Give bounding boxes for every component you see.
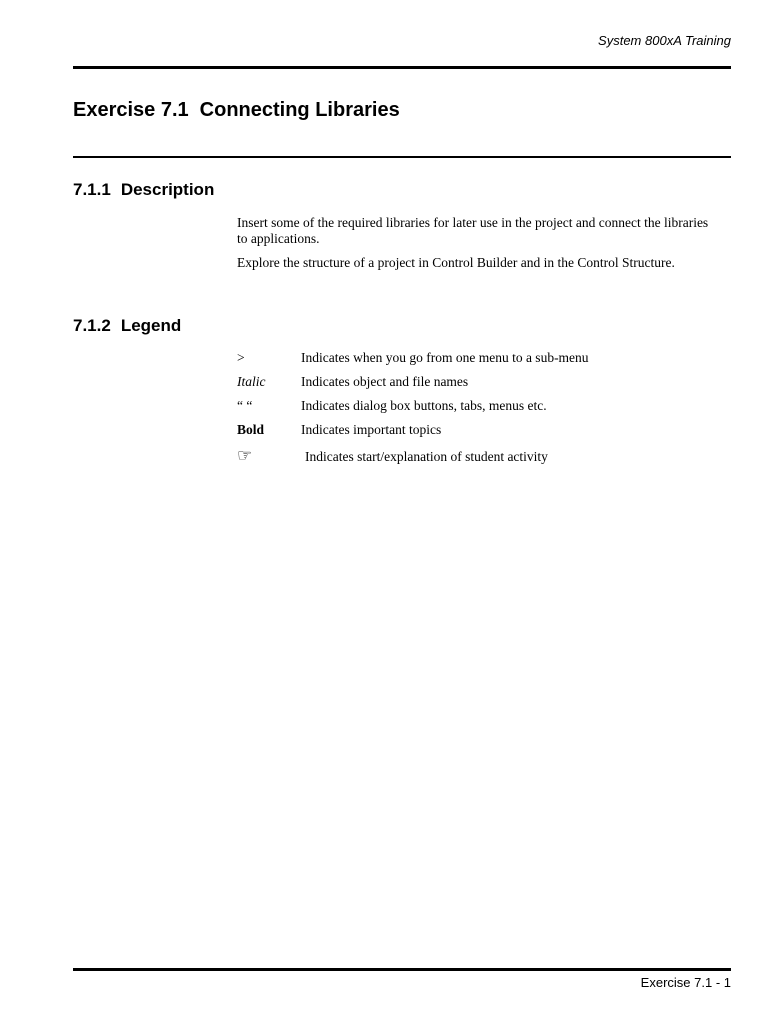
legend-table [237,350,717,470]
description-title: Description [120,180,215,199]
footer-rule [73,968,731,971]
legend-number: 7.1.2 [73,316,111,335]
exercise-number: Exercise 7.1 [73,99,189,121]
header-rule [73,66,731,69]
legend-description: Indicates when you go from one menu to a sub-menu [301,350,589,365]
legend-symbol-bold: Bold [237,422,265,437]
legend-description: Indicates dialog box buttons, tabs, menus etc. [301,398,547,413]
legend-symbol-submenu: > [237,350,245,365]
legend-row [237,374,717,398]
legend-row [237,446,717,470]
legend-title: Legend [120,316,182,335]
description-paragraph-2: Explore the structure of a project in Control Builder and in the Control Structure. [237,255,675,270]
legend-description: Indicates object and file names [301,374,469,389]
description-heading [73,180,214,200]
legend-row [237,398,717,422]
legend-description: Indicates start/explanation of student activity [305,449,548,464]
running-header: System 800xA Training [598,33,731,48]
legend-description: Indicates important topics [301,422,442,437]
exercise-title [73,99,400,122]
description-paragraph-1: Insert some of the required libraries for later use in the project and connect the libraries to applications. [237,215,709,246]
legend-row [237,350,717,374]
title-rule [73,156,731,158]
page-footer: Exercise 7.1 - 1 [640,975,731,990]
exercise-title-text: Connecting Libraries [199,99,400,121]
pointing-hand-icon: ☞ [237,446,253,465]
legend-symbol-italic: Italic [237,374,266,389]
legend-heading [73,316,181,336]
legend-symbol-quotes: “ “ [237,398,253,413]
description-number: 7.1.1 [73,180,111,199]
legend-row [237,422,717,446]
